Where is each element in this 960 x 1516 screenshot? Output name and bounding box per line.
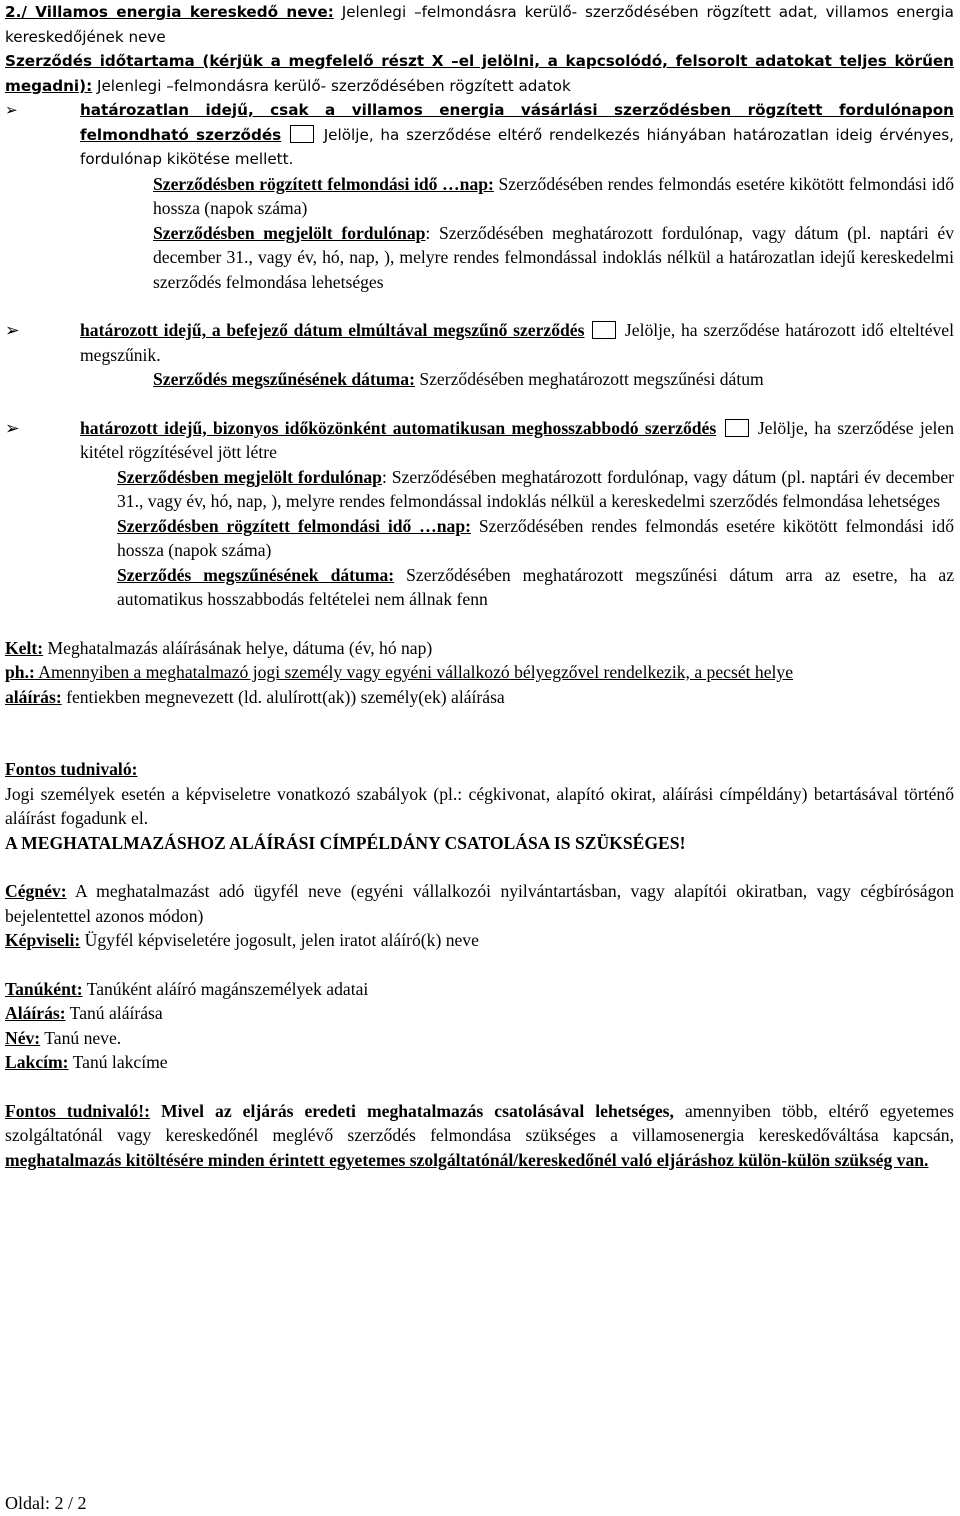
bullet-arrow-icon: ➢ [5,417,20,438]
option-title: határozott idejű, a befejező dátum elmúltával megszűnő szerződés [80,320,585,340]
spacer [5,294,954,318]
important-text: Jogi személyek esetén a képviseletre vonatkozó szabályok (pl.: cégkivonat, alapító okirat, aláírási címpéldány) betartásával történő aláírást fogadunk el. [5,783,954,828]
witness-label: Név: [5,1027,41,1048]
option-fixed [5,318,954,367]
ph-label: ph.: [5,662,35,682]
duration-paragraph [5,49,954,98]
option-checkbox-text: Jelölje, ha szerződése jelen kitétel rögzítésével jött létre [80,417,955,462]
kelt-text: Meghatalmazás aláírásának helye, dátuma (év, hó nap) [43,637,433,658]
duration-text: Jelenlegi –felmondásra kerülő- szerződésében rögzített adatok [92,76,571,95]
signature-text: fentiekben megnevezett (ld. alulírott(ak)) személy(ek) aláírása [61,686,505,707]
trader-paragraph [5,0,954,49]
witness-label: Lakcím: [5,1052,69,1072]
detail-label: Szerződés megszűnésének dátuma: [153,369,415,389]
important2-text: amennyiben több, eltérő egyetemes szolgáltatónál vagy kereskedőnél meglévő szerződés felmondása szükséges a villamosenergia kereskedőváltása kapcsán, [5,1100,954,1145]
important2-bold-text: Mivel az eljárás eredeti meghatalmazás csatolásával lehetséges, [149,1100,674,1121]
definition-label: Cégnév: [5,881,67,901]
option-title: határozott idejű, bizonyos időközönként automatikusan meghosszabbodó szerződés [80,417,717,438]
trader-text: Jelenlegi –felmondásra kerülő- szerződésében rögzített adat, villamos energia kereskedőjének neve [5,3,954,46]
bullet-arrow-icon: ➢ [5,320,20,340]
duration-label: Szerződés időtartama (kérjük a megfelelő részt X –el jelölni, a kapcsolódó, felsorolt adatokat teljes körűen megadni): [5,52,954,95]
option-auto-renewing [5,416,954,465]
important-emphasis: A MEGHATALMAZÁSHOZ ALÁÍRÁSI CÍMPÉLDÁNY CSATOLÁSA IS SZÜKSÉGES! [5,832,686,853]
trader-label: 2./ Villamos energia kereskedő neve: [5,3,334,21]
witness-text: Tanú neve. [40,1027,122,1048]
detail-label: Szerződésben rögzített felmondási idő …nap: [117,515,471,536]
option-checkbox-text: Jelölje, ha szerződése eltérő rendelkezés hiányában határozatlan ideig érvényes, fordulónap kikötése mellett. [80,125,954,168]
ph-line [5,660,954,685]
option-checkbox[interactable] [290,125,314,143]
detail-label: Szerződésben rögzített felmondási idő …nap: [153,173,494,194]
spacer [5,612,954,636]
witness-label: Aláírás: [5,1003,66,1023]
option-details [5,367,954,392]
important2-paragraph [5,1099,954,1173]
witness-text: Tanú aláírása [65,1003,163,1023]
spacer [5,855,954,879]
signature-line [5,685,954,710]
witness-line [5,1001,954,1026]
ph-text: Amennyiben a meghatalmazó jogi személy vagy egyéni vállalkozó bélyegzővel rendelkezik, a pecsét helye [34,662,794,682]
detail-paragraph [153,172,954,221]
witness-label: Tanúként: [5,978,83,999]
detail-paragraph [153,221,954,295]
detail-paragraph [117,514,954,563]
important2-heading: Fontos tudnivaló!: [5,1100,150,1121]
definition-kepviseli [5,928,954,953]
detail-text: Szerződésében meghatározott megszűnési dátum arra az esetre, ha az automatikus hosszabbodás feltételei nem állnak fenn [117,564,955,609]
detail-paragraph [153,367,954,392]
spacer [5,953,954,977]
detail-text: Szerződésében rendes felmondás esetére kikötött felmondási idő hossza (napok száma) [153,173,954,218]
option-checkbox[interactable] [592,321,616,339]
spacer [5,1075,954,1099]
definition-label: Képviseli: [5,930,81,950]
document-page [5,0,954,1172]
kelt-label: Kelt: [5,637,44,658]
kelt-line [5,636,954,661]
detail-paragraph [117,563,954,612]
definition-text: Ügyfél képviseletére jogosult, jelen iratot aláíró(k) neve [80,930,479,950]
detail-text: Szerződésében meghatározott megszűnési dátum [414,369,764,389]
spacer [5,709,954,757]
detail-label: Szerződés megszűnésének dátuma: [117,564,395,585]
option-details [5,465,954,612]
spacer [5,392,954,416]
signature-label: aláírás: [5,686,62,707]
option-checkbox-text: Jelölje, ha szerződése határozott idő elteltével megszűnik. [80,320,954,365]
option-title: határozatlan idejű, csak a villamos energia vásárlási szerződésben rögzített fordulónapon felmondható szerződés [80,101,954,144]
detail-label: Szerződésben megjelölt fordulónap [117,466,382,487]
definition-text: A meghatalmazást adó ügyfél neve (egyéni vállalkozói nyilvántartásban, vagy alapítói okiratban, vagy cégbíróságon bejelentettel azonos módon) [5,881,954,926]
important-heading: Fontos tudnivaló: [5,759,138,779]
detail-text: : Szerződésében meghatározott fordulónap, vagy dátum (pl. naptári év december 31., vagy év, hó, nap, ), melyre rendes felmondással indoklás nélkül a kereskedelmi szerződés felmondása lehetséges [117,466,954,511]
detail-label: Szerződésben megjelölt fordulónap [153,222,426,243]
witness-line [5,1026,954,1051]
detail-paragraph [117,465,954,514]
page-number: Oldal: 2 / 2 [5,1493,87,1513]
definition-cegnev [5,879,954,928]
option-details [5,172,954,295]
option-indefinite [5,98,954,172]
witness-text: Tanúként aláíró magánszemélyek adatai [82,978,369,999]
witness-line [5,977,954,1002]
detail-text: Szerződésében rendes felmondás esetére kikötött felmondási idő hossza (napok száma) [117,515,954,560]
witness-line [5,1050,954,1075]
witness-text: Tanú lakcíme [68,1052,168,1072]
detail-text: : Szerződésében meghatározott fordulónap, vagy dátum (pl. naptári év december 31., vagy év, hó, nap, ), melyre rendes felmondással indoklás nélkül a határozatlan idejű kereskedelmi szerződés felmondása lehetséges [153,222,954,292]
important2-emphasis: meghatalmazás kitöltésére minden érintett egyetemes szolgáltatónál/kereskedőnél való eljáráshoz külön-külön szükség van. [5,1149,929,1170]
bullet-arrow-icon: ➢ [5,101,18,119]
option-checkbox[interactable] [725,419,749,437]
